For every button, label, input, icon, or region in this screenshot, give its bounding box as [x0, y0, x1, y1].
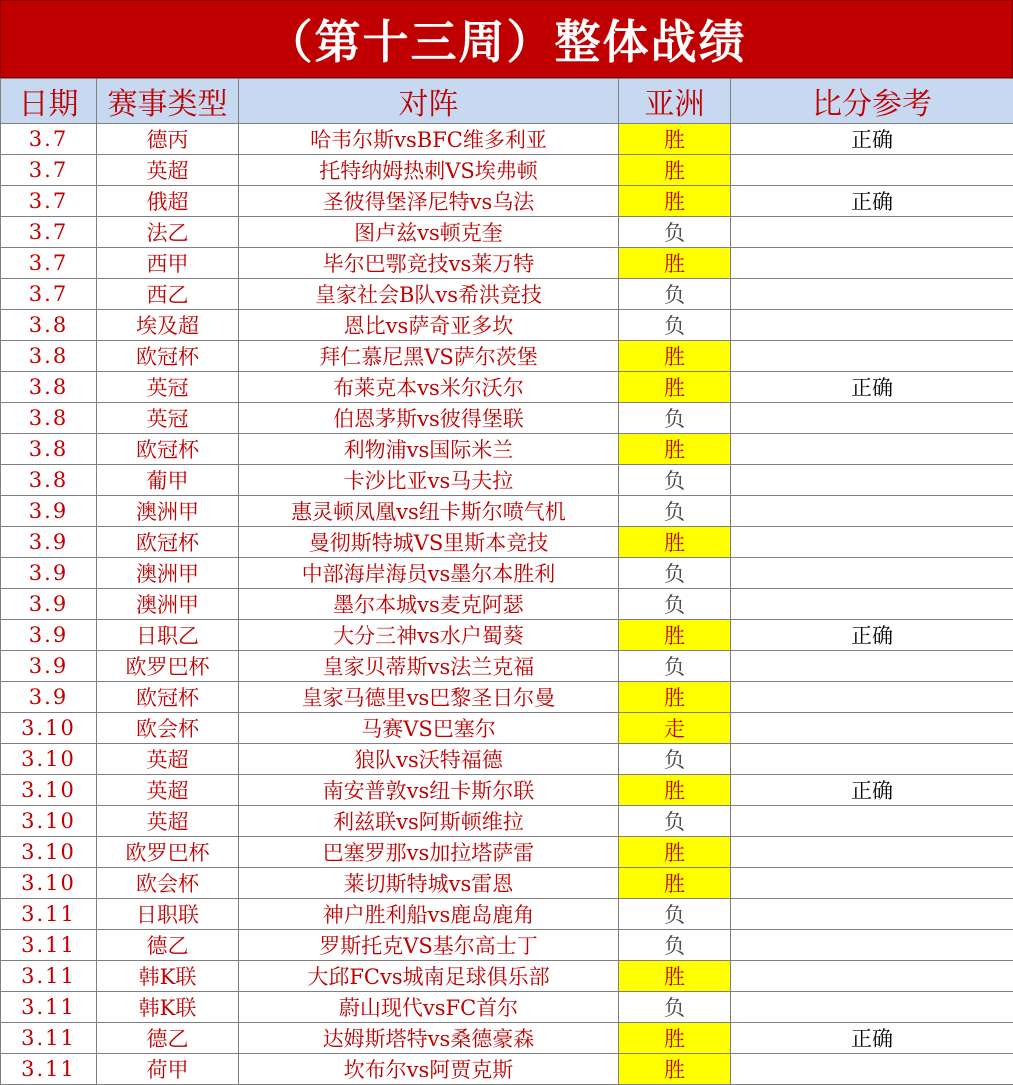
type-cell: 英冠 [97, 403, 239, 434]
date-cell: 3.9 [1, 589, 97, 620]
score-ref-cell: 正确 [731, 620, 1013, 651]
match-cell: 大邱FCvs城南足球俱乐部 [239, 961, 619, 992]
date-cell: 3.8 [1, 465, 97, 496]
score-ref-cell [731, 558, 1013, 589]
match-cell: 惠灵顿凤凰vs纽卡斯尔喷气机 [239, 496, 619, 527]
match-cell: 神户胜利船vs鹿岛鹿角 [239, 899, 619, 930]
date-cell: 3.7 [1, 155, 97, 186]
score-ref-cell [731, 868, 1013, 899]
score-ref-cell [731, 806, 1013, 837]
score-ref-cell [731, 682, 1013, 713]
match-cell: 拜仁慕尼黑VS萨尔茨堡 [239, 341, 619, 372]
type-cell: 法乙 [97, 217, 239, 248]
table-row [1, 558, 1013, 589]
table-body [1, 124, 1013, 1085]
type-cell: 葡甲 [97, 465, 239, 496]
score-ref-cell [731, 217, 1013, 248]
score-ref-cell: 正确 [731, 775, 1013, 806]
table-row [1, 1023, 1013, 1054]
table-row [1, 899, 1013, 930]
type-cell: 澳洲甲 [97, 496, 239, 527]
score-ref-cell [731, 899, 1013, 930]
score-ref-cell [731, 279, 1013, 310]
header-row [1, 79, 1013, 124]
type-cell: 欧冠杯 [97, 527, 239, 558]
asia-result-cell: 负 [619, 310, 731, 341]
date-cell: 3.8 [1, 403, 97, 434]
type-cell: 欧罗巴杯 [97, 651, 239, 682]
date-cell: 3.11 [1, 899, 97, 930]
header-match: 对阵 [239, 79, 619, 124]
asia-result-cell: 胜 [619, 434, 731, 465]
date-cell: 3.7 [1, 248, 97, 279]
type-cell: 英超 [97, 806, 239, 837]
asia-result-cell: 胜 [619, 124, 731, 155]
match-cell: 南安普敦vs纽卡斯尔联 [239, 775, 619, 806]
table-row [1, 713, 1013, 744]
table-row [1, 775, 1013, 806]
type-cell: 德乙 [97, 1023, 239, 1054]
page-title: （第十三周）整体战绩 [0, 0, 1013, 78]
score-ref-cell [731, 961, 1013, 992]
match-cell: 马赛VS巴塞尔 [239, 713, 619, 744]
match-cell: 中部海岸海员vs墨尔本胜利 [239, 558, 619, 589]
table-row [1, 186, 1013, 217]
asia-result-cell: 胜 [619, 186, 731, 217]
match-cell: 恩比vs萨奇亚多坎 [239, 310, 619, 341]
type-cell: 欧会杯 [97, 713, 239, 744]
date-cell: 3.10 [1, 775, 97, 806]
score-ref-cell [731, 341, 1013, 372]
asia-result-cell: 胜 [619, 248, 731, 279]
asia-result-cell: 负 [619, 899, 731, 930]
table-row [1, 465, 1013, 496]
type-cell: 澳洲甲 [97, 558, 239, 589]
score-ref-cell [731, 248, 1013, 279]
table-row [1, 744, 1013, 775]
asia-result-cell: 胜 [619, 527, 731, 558]
asia-result-cell: 负 [619, 558, 731, 589]
type-cell: 欧冠杯 [97, 341, 239, 372]
match-cell: 大分三神vs水户蜀葵 [239, 620, 619, 651]
table-row [1, 372, 1013, 403]
table-row [1, 403, 1013, 434]
header-asia: 亚洲 [619, 79, 731, 124]
table-row [1, 620, 1013, 651]
date-cell: 3.9 [1, 558, 97, 589]
table-row [1, 217, 1013, 248]
type-cell: 日职联 [97, 899, 239, 930]
date-cell: 3.10 [1, 744, 97, 775]
type-cell: 英冠 [97, 372, 239, 403]
asia-result-cell: 胜 [619, 775, 731, 806]
table-row [1, 837, 1013, 868]
table-row [1, 496, 1013, 527]
asia-result-cell: 负 [619, 465, 731, 496]
table-row [1, 806, 1013, 837]
asia-result-cell: 负 [619, 930, 731, 961]
score-ref-cell [731, 589, 1013, 620]
match-cell: 罗斯托克VS基尔高士丁 [239, 930, 619, 961]
score-ref-cell [731, 744, 1013, 775]
type-cell: 欧冠杯 [97, 434, 239, 465]
table-row [1, 124, 1013, 155]
date-cell: 3.8 [1, 341, 97, 372]
score-ref-cell [731, 1054, 1013, 1085]
match-cell: 哈韦尔斯vsBFC维多利亚 [239, 124, 619, 155]
match-cell: 图卢兹vs顿克奎 [239, 217, 619, 248]
date-cell: 3.11 [1, 1054, 97, 1085]
score-ref-cell [731, 310, 1013, 341]
asia-result-cell: 负 [619, 992, 731, 1023]
type-cell: 德乙 [97, 930, 239, 961]
asia-result-cell: 负 [619, 806, 731, 837]
date-cell: 3.9 [1, 682, 97, 713]
type-cell: 英超 [97, 744, 239, 775]
table-row [1, 682, 1013, 713]
date-cell: 3.10 [1, 868, 97, 899]
type-cell: 西甲 [97, 248, 239, 279]
match-cell: 皇家贝蒂斯vs法兰克福 [239, 651, 619, 682]
date-cell: 3.7 [1, 279, 97, 310]
match-cell: 卡沙比亚vs马夫拉 [239, 465, 619, 496]
table-row [1, 1054, 1013, 1085]
score-ref-cell [731, 837, 1013, 868]
date-cell: 3.8 [1, 372, 97, 403]
header-type: 赛事类型 [97, 79, 239, 124]
match-cell: 达姆斯塔特vs桑德豪森 [239, 1023, 619, 1054]
type-cell: 日职乙 [97, 620, 239, 651]
asia-result-cell: 负 [619, 651, 731, 682]
date-cell: 3.7 [1, 217, 97, 248]
match-cell: 莱切斯特城vs雷恩 [239, 868, 619, 899]
date-cell: 3.11 [1, 961, 97, 992]
type-cell: 埃及超 [97, 310, 239, 341]
asia-result-cell: 胜 [619, 372, 731, 403]
score-ref-cell [731, 930, 1013, 961]
match-cell: 墨尔本城vs麦克阿瑟 [239, 589, 619, 620]
type-cell: 西乙 [97, 279, 239, 310]
table-row [1, 589, 1013, 620]
match-cell: 利物浦vs国际米兰 [239, 434, 619, 465]
date-cell: 3.11 [1, 930, 97, 961]
type-cell: 英超 [97, 775, 239, 806]
date-cell: 3.7 [1, 124, 97, 155]
table-row [1, 930, 1013, 961]
date-cell: 3.11 [1, 992, 97, 1023]
match-cell: 利兹联vs阿斯顿维拉 [239, 806, 619, 837]
date-cell: 3.9 [1, 620, 97, 651]
score-ref-cell [731, 465, 1013, 496]
date-cell: 3.9 [1, 527, 97, 558]
asia-result-cell: 胜 [619, 868, 731, 899]
asia-result-cell: 负 [619, 496, 731, 527]
date-cell: 3.9 [1, 651, 97, 682]
date-cell: 3.10 [1, 713, 97, 744]
score-ref-cell: 正确 [731, 186, 1013, 217]
match-cell: 皇家社会B队vs希洪竞技 [239, 279, 619, 310]
match-cell: 狼队vs沃特福德 [239, 744, 619, 775]
match-cell: 布莱克本vs米尔沃尔 [239, 372, 619, 403]
asia-result-cell: 胜 [619, 341, 731, 372]
score-ref-cell: 正确 [731, 124, 1013, 155]
score-ref-cell [731, 651, 1013, 682]
table-row [1, 434, 1013, 465]
asia-result-cell: 胜 [619, 1054, 731, 1085]
match-cell: 曼彻斯特城VS里斯本竞技 [239, 527, 619, 558]
score-ref-cell [731, 155, 1013, 186]
type-cell: 德丙 [97, 124, 239, 155]
asia-result-cell: 胜 [619, 682, 731, 713]
asia-result-cell: 走 [619, 713, 731, 744]
score-ref-cell [731, 713, 1013, 744]
match-cell: 巴塞罗那vs加拉塔萨雷 [239, 837, 619, 868]
date-cell: 3.7 [1, 186, 97, 217]
asia-result-cell: 负 [619, 279, 731, 310]
match-cell: 皇家马德里vs巴黎圣日尔曼 [239, 682, 619, 713]
score-ref-cell [731, 403, 1013, 434]
date-cell: 3.8 [1, 310, 97, 341]
results-table [0, 78, 1013, 1085]
score-ref-cell [731, 434, 1013, 465]
asia-result-cell: 负 [619, 217, 731, 248]
type-cell: 荷甲 [97, 1054, 239, 1085]
type-cell: 韩K联 [97, 961, 239, 992]
match-cell: 毕尔巴鄂竞技vs莱万特 [239, 248, 619, 279]
header-date: 日期 [1, 79, 97, 124]
asia-result-cell: 胜 [619, 837, 731, 868]
table-row [1, 651, 1013, 682]
date-cell: 3.11 [1, 1023, 97, 1054]
type-cell: 俄超 [97, 186, 239, 217]
type-cell: 韩K联 [97, 992, 239, 1023]
table-row [1, 868, 1013, 899]
type-cell: 欧冠杯 [97, 682, 239, 713]
asia-result-cell: 胜 [619, 961, 731, 992]
asia-result-cell: 负 [619, 589, 731, 620]
type-cell: 欧会杯 [97, 868, 239, 899]
table-row [1, 248, 1013, 279]
match-cell: 托特纳姆热刺VS埃弗顿 [239, 155, 619, 186]
asia-result-cell: 胜 [619, 155, 731, 186]
type-cell: 英超 [97, 155, 239, 186]
date-cell: 3.10 [1, 837, 97, 868]
match-cell: 坎布尔vs阿贾克斯 [239, 1054, 619, 1085]
asia-result-cell: 胜 [619, 1023, 731, 1054]
match-cell: 蔚山现代vsFC首尔 [239, 992, 619, 1023]
asia-result-cell: 负 [619, 403, 731, 434]
date-cell: 3.9 [1, 496, 97, 527]
score-ref-cell: 正确 [731, 372, 1013, 403]
type-cell: 欧罗巴杯 [97, 837, 239, 868]
match-cell: 圣彼得堡泽尼特vs乌法 [239, 186, 619, 217]
asia-result-cell: 胜 [619, 620, 731, 651]
score-ref-cell: 正确 [731, 1023, 1013, 1054]
asia-result-cell: 负 [619, 744, 731, 775]
table-row [1, 961, 1013, 992]
table-row [1, 341, 1013, 372]
date-cell: 3.8 [1, 434, 97, 465]
table-row [1, 279, 1013, 310]
score-ref-cell [731, 496, 1013, 527]
table-row [1, 310, 1013, 341]
table-row [1, 527, 1013, 558]
match-cell: 伯恩茅斯vs彼得堡联 [239, 403, 619, 434]
table-row [1, 155, 1013, 186]
score-ref-cell [731, 527, 1013, 558]
type-cell: 澳洲甲 [97, 589, 239, 620]
date-cell: 3.10 [1, 806, 97, 837]
header-ref: 比分参考 [731, 79, 1013, 124]
